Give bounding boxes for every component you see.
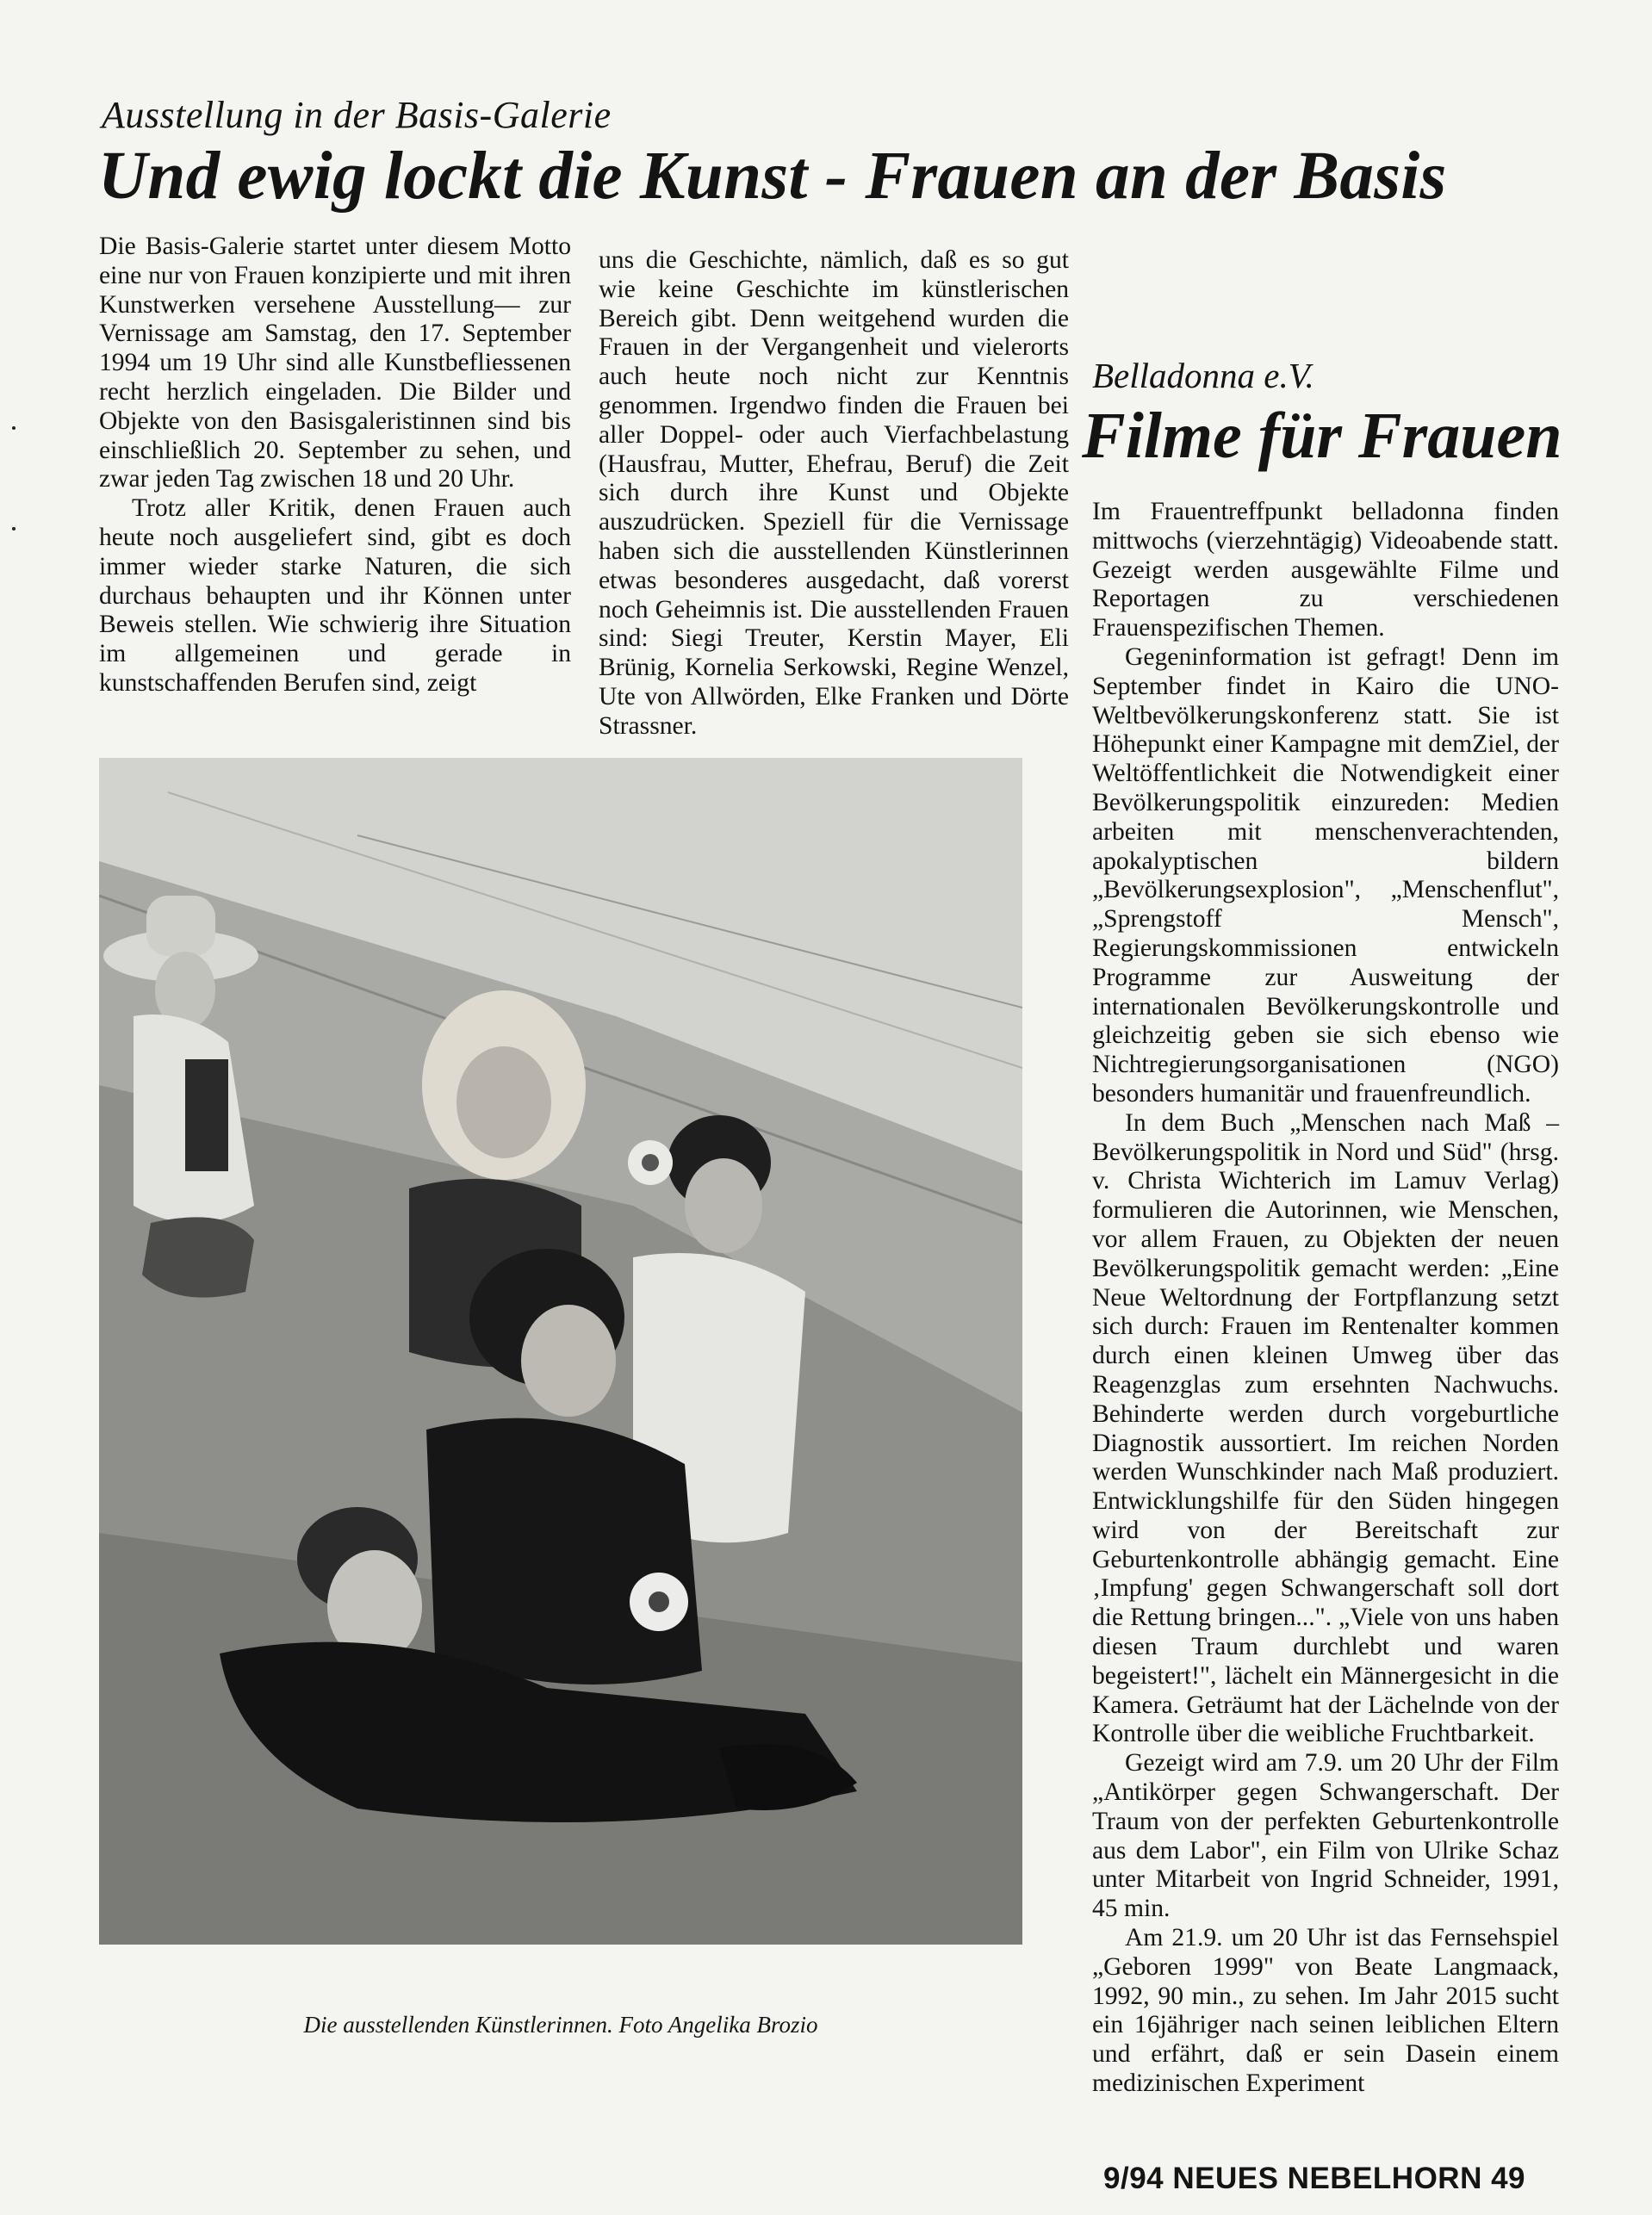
photo-caption: Die ausstellenden Künstlerinnen. Foto Angelika Brozio: [303, 2012, 818, 2038]
margin-mark: [12, 527, 16, 530]
article1-paragraph: Die Basis-Galerie startet unter diesem Motto eine nur von Frauen konzipierte und mit ihren Kunstwerken versehene Ausstellung— zur Vernissage am Samstag, den 17. September 1994 um 19 Uhr sind alle Kunstbefliessenen recht herzlich eingeladen. Die Bilder und Objekte von den Basisgaleristinnen sind bis einschließlich 20. September zu sehen, und zwar jeden Tag zwischen 18 und 20 Uhr.: [99, 233, 571, 493]
article2-column: [1092, 498, 1559, 2099]
article2-kicker: Belladonna e.V.: [1092, 356, 1314, 395]
article1-column-1: [99, 233, 571, 698]
article1-column-2: [599, 246, 1069, 741]
article1-headline: Und ewig lockt die Kunst - Frauen an der Basis: [98, 139, 1447, 214]
group-photo: [99, 758, 1022, 1945]
article2-paragraph: Gegeninformation ist gefragt! Denn im September findet in Kairo die UNO-Weltbevölkerungskonferenz statt. Sie ist Höhepunkt einer Kampagne mit demZiel, der Weltöffentlichkeit die Notwendigkeit einer Bevölkerungspolitik einzureden: Medien arbeiten mit menschenverachtenden, apokalyptischen bildern „Bevölkerungsexplosion", „Menschenflut", „Sprengstoff Mensch", Regierungskommissionen entwickeln Programme zur Ausweitung der internationalen Bevölkerungskontrolle und gleichzeitig geben sie sich ebenso wie Nichtregierungsorganisationen (NGO) besonders humanitär und frauenfreundlich.: [1092, 642, 1559, 1108]
article2-paragraph: Im Frauentreffpunkt belladonna finden mittwochs (vierzehntägig) Videoabende statt. Gezeigt werden ausgewählte Filme und Reportagen zu verschiedenen Frauenspezifischen Themen.: [1092, 498, 1559, 642]
article2-paragraph: Am 21.9. um 20 Uhr ist das Fernsehspiel „Geboren 1999" von Beate Langmaack, 1992, 90 min., zu sehen. Im Jahr 2015 sucht ein 16jähriger nach seinen leiblichen Eltern und erfährt, daß er sein Dasein einem medizinischen Experiment: [1092, 1924, 1559, 2098]
page-footer: 9/94 NEUES NEBELHORN 49: [1103, 2162, 1525, 2195]
article1-paragraph: Trotz aller Kritik, denen Frauen auch heute noch ausgeliefert sind, gibt es doch immer wieder starke Naturen, die sich durchaus behaupten und ihr Können unter Beweis stellen. Wie schwierig ihre Situation im allgemeinen und gerade in kunstschaffenden Berufen sind, zeigt: [99, 494, 571, 697]
article1-kicker: Ausstellung in der Basis-Galerie: [102, 94, 612, 136]
article2-headline: Filme für Frauen: [1082, 400, 1562, 472]
article1-paragraph: uns die Geschichte, nämlich, daß es so gut wie keine Geschichte im künstlerischen Bereich gibt. Denn weitgehend wurden die Frauen in der Vergangenheit und vielerorts auch heute noch nicht zur Kenntnis genommen. Irgendwo finden die Frauen bei aller Doppel- oder auch Vierfachbelastung (Hausfrau, Mutter, Ehefrau, Beruf) die Zeit sich durch ihre Kunst und Objekte auszudrücken. Speziell für die Vernissage haben sich die ausstellenden Künstlerinnen etwas besonderes ausgedacht, daß vorerst noch Geheimnis ist. Die ausstellenden Frauen sind: Siegi Treuter, Kerstin Mayer, Eli Brünig, Kornelia Serkowski, Regine Wenzel, Ute von Allwörden, Elke Franken und Dörte Strassner.: [599, 246, 1069, 740]
group-photo-illustration: [99, 758, 1022, 1945]
article2-paragraph: In dem Buch „Menschen nach Maß – Bevölkerungspolitik in Nord und Süd" (hrsg. v. Christa Wichterich im Lamuv Verlag) formulieren die Autorinnen, wie Menschen, vor allem Frauen, zu Objekten der neuen Bevölkerungspolitik gemacht werden: „Eine Neue Weltordnung der Fortpflanzung setzt sich durch: Frauen im Rentenalter kommen durch einen kleinen Umweg über das Reagenzglas zum ersehnten Nachwuchs. Behinderte werden durch vorgeburtliche Diagnostik aussortiert. Im reichen Norden werden Wunschkinder nach Maß produziert. Entwicklungshilfe für den Süden hingegen wird von der Bereitschaft zur Geburtenkontrolle abhängig gemacht. Eine ‚Impfung' gegen Schwangerschaft soll dort die Rettung bringen...". „Viele von uns haben diesen Traum durchlebt und waren begeistert!", lächelt ein Männergesicht in die Kamera. Geträumt hat der Lächelnde von der Kontrolle über die weibliche Fruchtbarkeit.: [1092, 1108, 1559, 1748]
margin-mark: [12, 426, 16, 430]
article2-paragraph: Gezeigt wird am 7.9. um 20 Uhr der Film „Antikörper gegen Schwangerschaft. Der Traum von der perfekten Geburtenkontrolle aus dem Labor", ein Film von Ulrike Schaz unter Mitarbeit von Ingrid Schneider, 1991, 45 min.: [1092, 1749, 1559, 1923]
